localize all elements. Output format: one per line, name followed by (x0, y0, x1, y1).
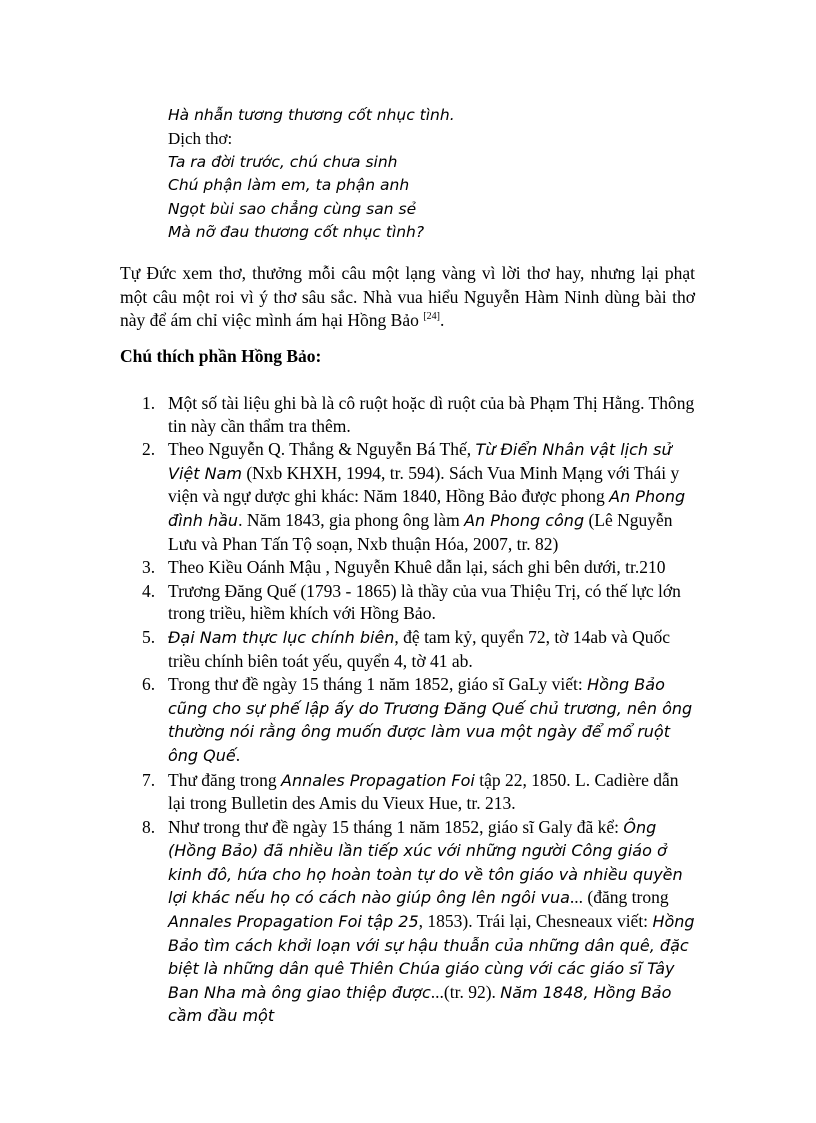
footnote-text: (Lê Nguyễn Lưu và Phan Tấn Tộ soạn, Nxb thuận Hóa, 2007, tr. 82) (168, 509, 673, 554)
quote-text: Ông (Hồng Bảo) đã nhiều lần tiếp xúc với những người Công giáo ở kinh đô, hứa cho họ hoàn toàn tự do về tôn giáo và nhiều quyền lợi khác nếu họ có cách nào giúp ông lên ngôi vua (168, 817, 683, 908)
footnote-text: Trương Đăng Quế (1793 - 1865) là thầy của vua Thiệu Trị, có thế lực lớn trong triều, hiềm khích với Hồng Bảo. (168, 580, 681, 624)
footnote-text: , đệ tam kỷ, quyển 72, tờ 14ab và Quốc triều chính biên toát yếu, quyển 4, tờ 41 ab. (168, 626, 671, 671)
footnote-item (120, 392, 695, 437)
footnote-text: , 1853). Trái lại, Chesneaux viết: (418, 911, 653, 932)
footnote-number: 5. (142, 626, 156, 647)
journal-title: Annales Propagation Foi tập 25 (168, 912, 419, 932)
book-title: Đại Nam thực lục chính biên (168, 627, 395, 647)
footnote-item (120, 580, 695, 625)
footnote-text: (Nxb KHXH, 1994, tr. 594). Sách Vua Minh Mạng với Thái y viện và ngự dược ghi khác: Năm 1840, Hồng Bảo được phong (168, 462, 680, 507)
footnote-item (120, 626, 695, 672)
footnote-text: tập 22, 1850. L. Cadière dẫn lại trong Bulletin des Amis du Vieux Hue, tr. 213. (168, 769, 679, 814)
title-text: An Phong đình hầu (168, 487, 686, 530)
footnote-number: 7. (142, 769, 156, 790)
section-heading: Chú thích phần Hồng Bảo: (120, 346, 322, 366)
footnote-number: 1. (142, 393, 156, 413)
poem-line: Ngọt bùi sao chẳng cùng san sẻ (168, 199, 417, 218)
poem-line: Chú phận làm em, ta phận anh (168, 176, 410, 195)
footnote-ref[interactable]: [24] (423, 311, 440, 323)
footnote-item (120, 816, 695, 1028)
footnote-text: . (235, 744, 241, 765)
poem-block (168, 104, 455, 244)
poem-line: Ta ra đời trước, chú chưa sinh (168, 152, 398, 171)
book-title: Từ Điển Nhân vật lịch sử Việt Nam (168, 440, 672, 483)
footnote-text: Theo Nguyễn Q. Thắng & Nguyễn Bá Thế, (168, 439, 476, 460)
footnote-text: . Năm 1843, gia phong ông làm (238, 509, 465, 530)
poem-line: Hà nhẫn tương thương cốt nhục tình. (168, 106, 455, 124)
footnote-text: ...(tr. 92). (430, 981, 501, 1002)
quote-text: Năm 1848, Hồng Bảo cầm đầu một (168, 982, 672, 1026)
quote-text: Hồng Bảo tìm cách khởi loạn với sự hậu thuẫn của những dân quê, đặc biệt là những dân quê Thiên Chúa giáo cùng với các giáo sĩ Tây Ban Nha mà ông giao thiệp được (168, 912, 695, 1002)
translation-label: Dịch thơ: (168, 129, 233, 149)
footnote-number: 2. (142, 439, 156, 460)
footnote-text: Một số tài liệu ghi bà là cô ruột hoặc dì ruột của bà Phạm Thị Hằng. Thông tin này cần thẩm tra thêm. (168, 393, 695, 436)
footnote-text: Như trong thư đề ngày 15 tháng 1 năm 1852, giáo sĩ Galy đã kể: (168, 816, 624, 837)
footnote-text: Trong thư đề ngày 15 tháng 1 năm 1852, giáo sĩ GaLy viết: (168, 674, 588, 695)
quote-text: Hồng Bảo cũng cho sự phế lập ấy do Trương Đăng Quế chủ trương, nên ông thường nói rằng ông muốn được làm vua một ngày để mổ ruột ông Quế (168, 675, 693, 765)
footnote-list (120, 392, 695, 1029)
paragraph-text: Tự Đức xem thơ, thưởng mỗi câu một lạng vàng vì lời thơ hay, nhưng lại phạt một câu một roi vì ý thơ sâu sắc. Nhà vua hiểu Nguyễn Hàm Ninh dùng bài thơ này để ám chỉ việc mình ám hại Hồng Bảo (120, 263, 695, 331)
body-paragraph (120, 262, 695, 333)
footnote-text: ... (đăng trong (569, 887, 669, 908)
footnote-number: 6. (142, 674, 156, 695)
footnote-item (120, 769, 695, 815)
journal-title: Annales Propagation Foi (281, 770, 475, 790)
title-text: An Phong công (464, 510, 585, 530)
footnote-text: Theo Kiều Oánh Mậu , Nguyễn Khuê dẫn lại, sách ghi bên dưới, tr.210 (168, 557, 666, 578)
paragraph-end: . (439, 310, 445, 331)
footnote-number: 8. (142, 816, 156, 837)
footnote-number: 4. (142, 580, 156, 601)
footnote-item (120, 438, 695, 555)
footnote-item (120, 673, 695, 767)
poem-line: Mà nỡ đau thương cốt nhục tình? (168, 223, 425, 242)
footnote-text: Thư đăng trong (168, 769, 282, 790)
footnote-number: 3. (142, 557, 156, 578)
footnote-item (120, 556, 695, 579)
